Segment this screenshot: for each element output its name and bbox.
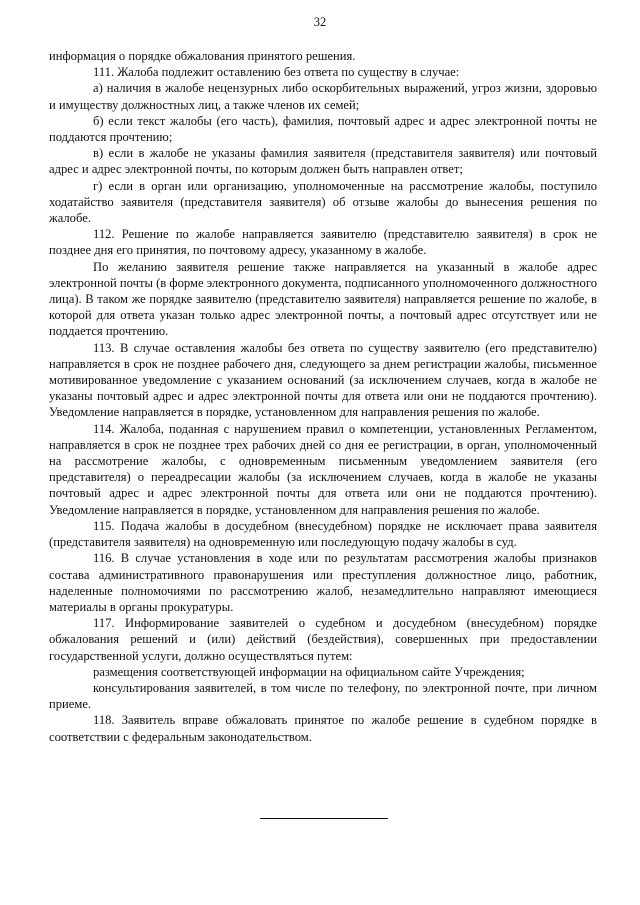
paragraph: консультирования заявителей, в том числе по телефону, по электронной почте, при личном приеме.	[49, 680, 597, 712]
paragraph: 114. Жалоба, поданная с нарушением правил о компетенции, установленных Регламентом, направляется в срок не позднее трех рабочих дней со дня ее регистрации, в орган, уполномоченный на рассмотрение жалобы, с одновременным письменным уведомлением заявителя (его представителя) о переадресации жалобы (за исключением случаев, когда в жалобе не указаны почтовый адрес и адрес электронной почты для ответа или они не поддаются прочтению). Уведомление направляется в порядке, установленном для направления решения по жалобе.	[49, 421, 597, 517]
paragraph: 117. Информирование заявителей о судебном и досудебном (внесудебном) порядке обжалования решений и (или) действий (бездействия), совершенных при предоставлении государственной услуги, должно осуществляться путем:	[49, 616, 597, 663]
paragraph: 112. Решение по жалобе направляется заявителю (представителю заявителя) в срок не позднее дня его принятия, по почтовому адресу, указанному в жалобе.	[49, 227, 597, 258]
paragraph: б) если текст жалобы (его часть), фамилия, почтовый адрес и адрес электронной почты не поддаются прочтению;	[49, 113, 597, 145]
paragraph: 116. В случае установления в ходе или по результатам рассмотрения жалобы признаков состава административного правонарушения или преступления должностное лицо, работник, наделенные полномочиями по рассмотрению жалоб, незамедлительно направляют имеющиеся материалы в органы прокуратуры.	[49, 551, 597, 614]
footer-separator-line	[260, 818, 388, 819]
paragraph: 113. В случае оставления жалобы без ответа по существу заявителю (его представителю) направляется в срок не позднее рабочего дня, следующего за днем регистрации жалобы, письменное мотивированное уведомление с указанием оснований (за исключением случаев, когда в жалобе не указаны почтовый адрес и адрес электронной почты для ответа или они не поддаются прочтению). Уведомление направляется в порядке, установленном для направления решения по жалобе.	[49, 340, 597, 420]
paragraph: 118. Заявитель вправе обжаловать принятое по жалобе решение в судебном порядке в соответствии с федеральным законодательством.	[49, 713, 597, 744]
paragraph: в) если в жалобе не указаны фамилия заявителя (представителя заявителя) или почтовый адрес и адрес электронной почты, по которым должен быть направлен ответ;	[49, 146, 597, 177]
paragraph: информация о порядке обжалования принятого решения.	[49, 49, 356, 63]
paragraph: а) наличия в жалобе нецензурных либо оскорбительных выражений, угроз жизни, здоровью и имуществу должностных лиц, а также членов их семей;	[49, 81, 597, 112]
document-body	[49, 48, 597, 745]
paragraph: 115. Подача жалобы в досудебном (внесудебном) порядке не исключает права заявителя (представителя заявителя) на одновременную или последующую подачу жалобы в суд.	[49, 518, 597, 550]
paragraph: 111. Жалоба подлежит оставлению без ответа по существу в случае:	[93, 65, 460, 80]
page-number: 32	[313, 15, 327, 29]
paragraph: размещения соответствующей информации на официальном сайте Учреждения;	[93, 664, 525, 679]
paragraph: г) если в орган или организацию, уполномоченные на рассмотрение жалобы, поступило ходатайство заявителя (представителя заявителя) об отзыве жалобы до вынесения решения по жалобе.	[49, 178, 597, 226]
paragraph: По желанию заявителя решение также направляется на указанный в жалобе адрес электронной почты (в форме электронного документа, подписанного уполномоченного должностного лица). В таком же порядке заявителю (представителю заявителя) направляется решение по жалобе, в которой для ответа указан только адрес электронной почты, а почтовый адрес отсутствует или не поддается прочтению.	[49, 259, 597, 339]
